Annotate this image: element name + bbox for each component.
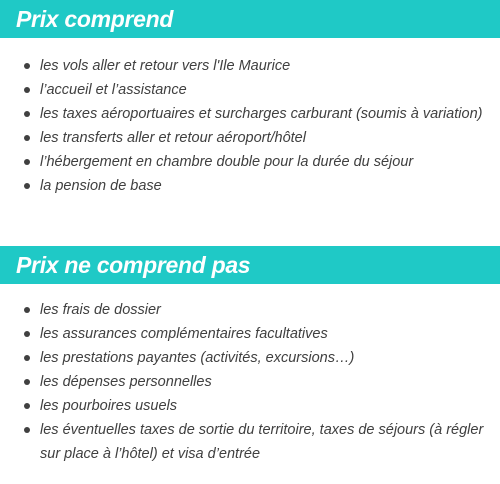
list-item-text: les vols aller et retour vers l'Ile Maurice — [40, 58, 291, 74]
list-item — [0, 418, 500, 466]
price-excludes-section — [0, 246, 500, 466]
bullet-icon — [24, 183, 30, 189]
bullet-icon — [24, 87, 30, 93]
bullet-icon — [24, 63, 30, 69]
list-item — [0, 370, 500, 394]
price-excludes-list — [0, 298, 500, 466]
bullet-icon — [24, 403, 30, 409]
list-item-text: les transferts aller et retour aéroport/hôtel — [40, 130, 306, 146]
list-item-text: les prestations payantes (activités, excursions…) — [40, 350, 355, 366]
bullet-icon — [24, 135, 30, 141]
bullet-icon — [24, 307, 30, 313]
list-item-text: les dépenses personnelles — [40, 374, 212, 390]
list-item — [0, 78, 500, 102]
list-item-text: les éventuelles taxes de sortie du territoire, taxes de séjours (à régler sur place à l’hôtel) et visa d’entrée — [40, 422, 484, 462]
bullet-icon — [24, 427, 30, 433]
list-item — [0, 54, 500, 78]
price-includes-section — [0, 0, 500, 198]
list-item — [0, 346, 500, 370]
list-item — [0, 394, 500, 418]
list-item-text: les taxes aéroportuaires et surcharges carburant (soumis à variation) — [40, 106, 483, 122]
price-includes-heading: Prix comprend — [0, 0, 500, 38]
bullet-icon — [24, 159, 30, 165]
bullet-icon — [24, 111, 30, 117]
list-item-text: l’accueil et l’assistance — [40, 82, 187, 98]
list-item-text: les assurances complémentaires facultatives — [40, 326, 328, 342]
list-item — [0, 174, 500, 198]
list-item-text: les frais de dossier — [40, 302, 161, 318]
bullet-icon — [24, 331, 30, 337]
list-item — [0, 322, 500, 346]
list-item — [0, 150, 500, 174]
list-item-text: l’hébergement en chambre double pour la durée du séjour — [40, 154, 414, 170]
list-item — [0, 298, 500, 322]
list-item — [0, 102, 500, 126]
list-item-text: les pourboires usuels — [40, 398, 178, 414]
bullet-icon — [24, 379, 30, 385]
list-item-text: la pension de base — [40, 178, 162, 194]
bullet-icon — [24, 355, 30, 361]
price-excludes-heading: Prix ne comprend pas — [0, 246, 500, 284]
price-includes-list — [0, 54, 500, 198]
list-item — [0, 126, 500, 150]
